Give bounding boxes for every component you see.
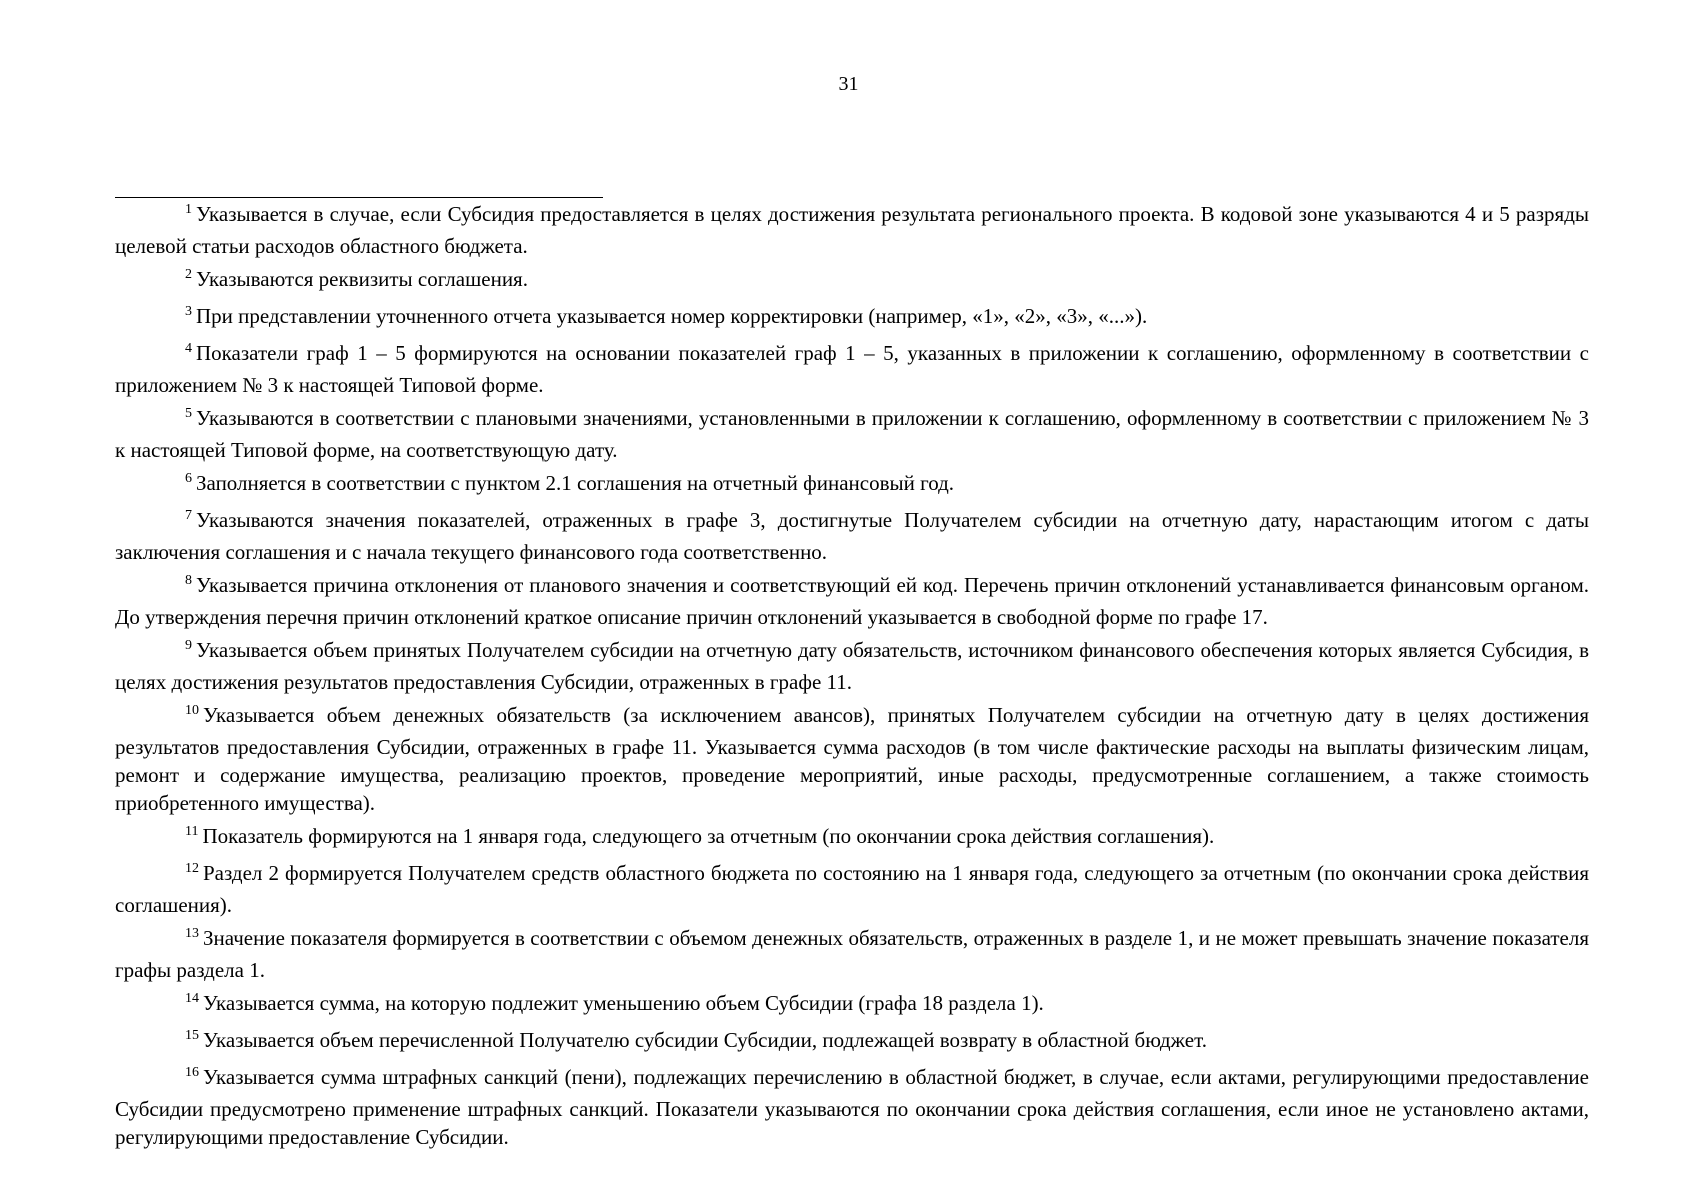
footnote-7 [115,506,1589,566]
footnote-13 [115,924,1589,984]
footnote-text: Указывается объем денежных обязательств (за исключением авансов), принятых Получателем субсидии на отчетную дату в целях достижения результатов предоставления Субсидии, отраженных в графе 11. Указывается сумма расходов (в том числе фактические расходы на выплаты физическим лицам, ремонт и содержание имущества, реализацию проектов, проведение мероприятий, иные расходы, предусмотренные соглашением, а также стоимость приобретенного имущества). [115,703,1589,815]
footnote-5 [115,404,1589,464]
footnote-2 [115,265,1589,297]
page-number: 31 [838,73,859,95]
footnote-text: Указываются реквизиты соглашения. [196,267,528,291]
footnote-mark: 5 [185,406,192,421]
footnote-mark: 16 [185,1065,199,1080]
footnote-mark: 6 [185,471,192,486]
footnote-mark: 4 [185,341,192,356]
footnote-text: Значение показателя формируется в соответствии с объемом денежных обязательств, отраженных в разделе 1, и не может превышать значение показателя графы раздела 1. [115,926,1589,982]
footnote-3 [115,302,1589,334]
footnote-text: Указываются значения показателей, отраженных в графе 3, достигнутые Получателем субсидии на отчетную дату, нарастающим итогом с даты заключения соглашения и с начала текущего финансового года соответственно. [115,508,1589,564]
footnote-text: Показатели граф 1 – 5 формируются на основании показателей граф 1 – 5, указанных в приложении к соглашению, оформленному в соответствии с приложением № 3 к настоящей Типовой форме. [115,341,1589,397]
footnotes-section [115,200,1589,1156]
footnote-mark: 9 [185,638,192,653]
footnote-mark: 10 [185,703,199,718]
footnote-4 [115,339,1589,399]
footnote-mark: 2 [185,267,192,282]
footnote-16 [115,1063,1589,1151]
footnote-mark: 14 [185,991,199,1006]
footnote-text: Указывается причина отклонения от планового значения и соответствующий ей код. Перечень причин отклонений устанавливается финансовым органом. До утверждения перечня причин отклонений краткое описание причин отклонений указывается в свободной форме по графе 17. [115,573,1589,629]
footnote-12 [115,859,1589,919]
footnote-10 [115,701,1589,817]
footnote-text: Показатель формируются на 1 января года, следующего за отчетным (по окончании срока действия соглашения). [202,824,1215,848]
footnote-text: При представлении уточненного отчета указывается номер корректировки (например, «1», «2», «3», «...»). [196,304,1148,328]
footnote-9 [115,636,1589,696]
footnote-mark: 3 [185,304,192,319]
footnote-text: Указывается объем принятых Получателем субсидии на отчетную дату обязательств, источником финансового обеспечения которых является Субсидия, в целях достижения результатов предоставления Субсидии, отраженных в графе 11. [115,638,1589,694]
footnote-mark: 11 [185,824,199,839]
footnote-14 [115,989,1589,1021]
footnote-mark: 7 [185,508,192,523]
footnote-8 [115,571,1589,631]
footnote-11 [115,822,1589,854]
footnote-text: Указывается сумма, на которую подлежит уменьшению объем Субсидии (графа 18 раздела 1). [203,991,1044,1015]
footnote-text: Указываются в соответствии с плановыми значениями, установленными в приложении к соглашению, оформленному в соответствии с приложением № 3 к настоящей Типовой форме, на соответствующую дату. [115,406,1589,462]
footnote-mark: 13 [185,926,199,941]
footnote-text: Указывается объем перечисленной Получателю субсидии Субсидии, подлежащей возврату в областной бюджет. [203,1028,1207,1052]
footnote-mark: 8 [185,573,192,588]
footnote-mark: 12 [185,861,199,876]
footnote-mark: 15 [185,1028,199,1043]
footnote-text: Заполняется в соответствии с пунктом 2.1 соглашения на отчетный финансовый год. [196,471,955,495]
footnote-text: Указывается сумма штрафных санкций (пени), подлежащих перечислению в областной бюджет, в случае, если актами, регулирующими предоставление Субсидии предусмотрено применение штрафных санкций. Показатели указываются по окончании срока действия соглашения, если иное не установлено актами, регулирующими предоставление Субсидии. [115,1065,1589,1149]
footnote-6 [115,469,1589,501]
footnote-1 [115,200,1589,260]
footnote-separator [115,197,603,198]
footnote-mark: 1 [185,202,192,217]
footnote-text: Раздел 2 формируется Получателем средств областного бюджета по состоянию на 1 января года, следующего за отчетным (по окончании срока действия соглашения). [115,861,1589,917]
footnote-15 [115,1026,1589,1058]
footnote-text: Указывается в случае, если Субсидия предоставляется в целях достижения результата регионального проекта. В кодовой зоне указываются 4 и 5 разряды целевой статьи расходов областного бюджета. [115,202,1589,258]
